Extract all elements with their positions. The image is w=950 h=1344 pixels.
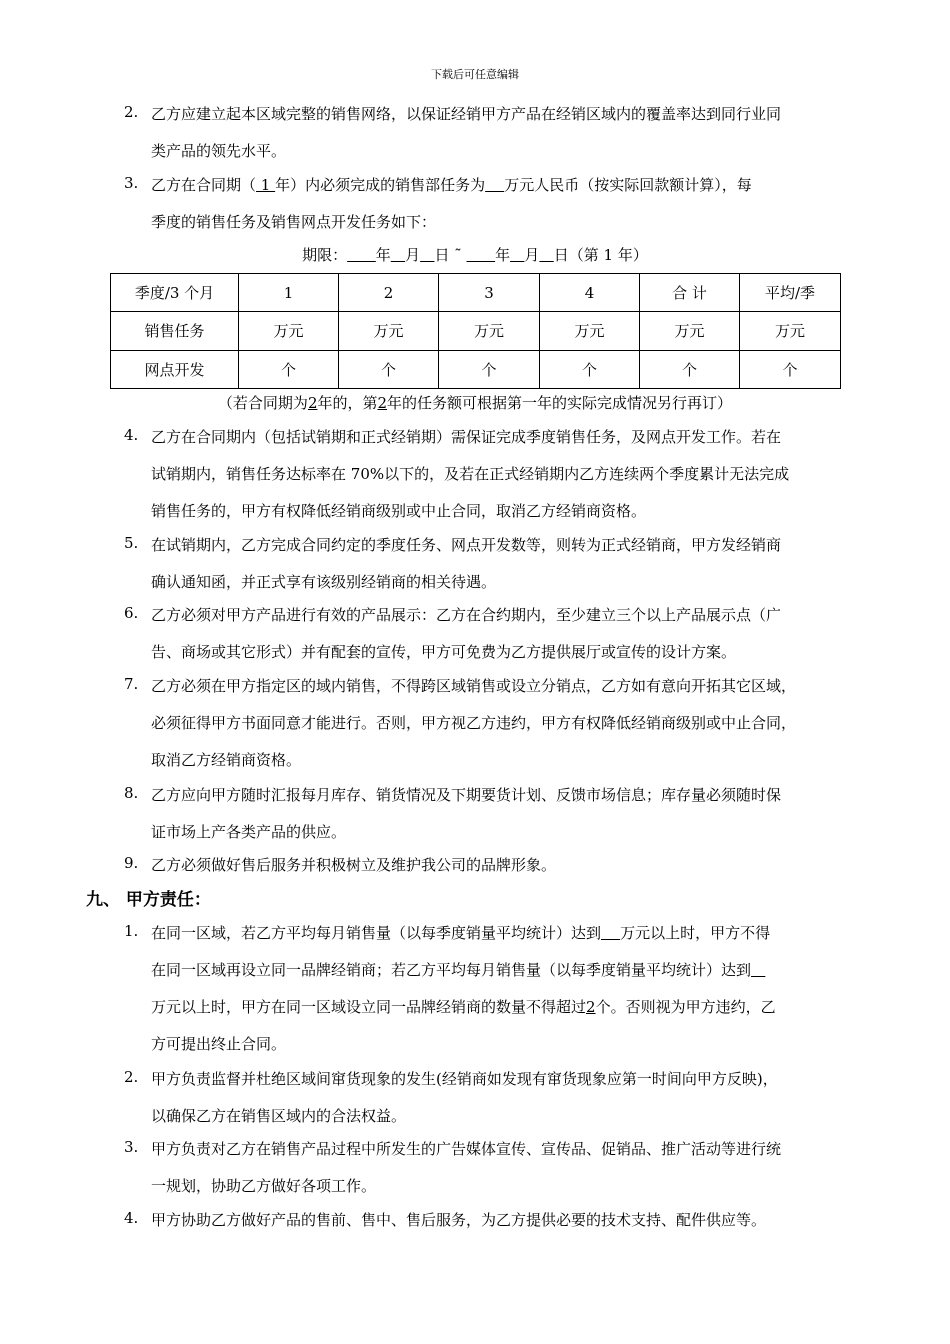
amount-blank xyxy=(751,961,765,979)
table-cell: 万元 xyxy=(239,312,339,350)
table-header-cell: 4 xyxy=(540,274,640,312)
clause-number: 6. xyxy=(124,604,139,622)
table-row xyxy=(111,312,841,350)
clause-line: 乙方必须对甲方产品进行有效的产品展示：乙方在合约期内，至少建立三个以上产品展示点（广 xyxy=(151,606,782,624)
table-cell: 万元 xyxy=(640,312,740,350)
clause-line: 告、商场或其它形式）并有配套的宣传，甲方可免费为乙方提供展厅或宣传的设计方案。 xyxy=(151,643,737,661)
clause-line: 证市场上产各类产品的供应。 xyxy=(151,823,347,841)
clause-line: 乙方必须做好售后服务并积极树立及维护我公司的品牌形象。 xyxy=(151,856,557,874)
clause-line: 类产品的领先水平。 xyxy=(151,142,287,160)
table-cell: 个 xyxy=(439,350,540,388)
clause-line: 在同一区域，若乙方平均每月销售量（以每季度销量平均统计）达到 万元以上时，甲方不得 xyxy=(151,924,771,942)
table-cell: 销售任务 xyxy=(111,312,239,350)
table-cell: 个 xyxy=(640,350,740,388)
clause-line: 万元以上时，甲方在同一区域设立同一品牌经销商的数量不得超过2个。否则视为甲方违约，乙 xyxy=(151,998,776,1016)
clause-line: 甲方负责对乙方在销售产品过程中所发生的广告媒体宣传、宣传品、促销品、推广活动等进行统 xyxy=(151,1140,782,1158)
year-blank xyxy=(347,246,376,264)
table-cell: 个 xyxy=(239,350,339,388)
table-cell: 个 xyxy=(740,350,841,388)
clause-number: 8. xyxy=(124,784,139,802)
year-blank xyxy=(466,246,495,264)
quota-table xyxy=(110,273,841,389)
table-note: （若合同期为2年的，第2年的任务额可根据第一年的实际完成情况另行再订） xyxy=(217,394,733,412)
clause-line: 乙方应建立起本区域完整的销售网络，以保证经销甲方产品在经销区域内的覆盖率达到同行业同 xyxy=(151,105,782,123)
clause-line: 乙方应向甲方随时汇报每月库存、销货情况及下期要货计划、反馈市场信息；库存量必须随时保 xyxy=(151,786,782,804)
term-years: 1 xyxy=(256,176,276,194)
clause-number: 3. xyxy=(124,174,139,192)
clause-line: 必须征得甲方书面同意才能进行。否则，甲方视乙方违约，甲方有权降低经销商级别或中止合同， xyxy=(151,714,797,732)
period-line: 期限： 年 月 日 ˜ 年 月 日（第 1 年） xyxy=(302,246,648,264)
clause-line: 甲方负责监督并杜绝区域间窜货现象的发生(经销商如发现有窜货现象应第一时间向甲方反映)， xyxy=(151,1070,778,1088)
clause-number: 2. xyxy=(124,1068,139,1086)
table-cell: 万元 xyxy=(339,312,439,350)
clause-number: 1. xyxy=(124,922,139,940)
table-cell: 万元 xyxy=(540,312,640,350)
section-title: 九、 甲方责任： xyxy=(86,890,211,910)
table-header-cell: 3 xyxy=(439,274,540,312)
month-blank xyxy=(391,246,405,264)
day-blank xyxy=(420,246,434,264)
clause-number: 4. xyxy=(124,426,139,444)
table-cell: 个 xyxy=(339,350,439,388)
clause-line: 在同一区域再设立同一品牌经销商；若乙方平均每月销售量（以每季度销量平均统计）达到 xyxy=(151,959,765,980)
table-cell: 网点开发 xyxy=(111,350,239,388)
clause-number: 7. xyxy=(124,675,139,693)
table-header-row xyxy=(111,274,841,312)
table-header-cell: 季度/3 个月 xyxy=(111,274,239,312)
clause-number: 2. xyxy=(124,103,139,121)
table-cell: 万元 xyxy=(439,312,540,350)
clause-line: 销售任务的，甲方有权降低经销商级别或中止合同，取消乙方经销商资格。 xyxy=(151,502,647,520)
clause-number: 3. xyxy=(124,1138,139,1156)
table-header-cell: 2 xyxy=(339,274,439,312)
clause-number: 4. xyxy=(124,1209,139,1227)
table-row xyxy=(111,350,841,388)
clause-line: 乙方在合同期（ 1 年）内必须完成的销售部任务为 万元人民币（按实际回款额计算），每 xyxy=(151,176,752,194)
clause-line: 一规划，协助乙方做好各项工作。 xyxy=(151,1177,377,1195)
limit-count: 2 xyxy=(586,998,596,1016)
amount-blank xyxy=(485,176,504,194)
clause-line: 以确保乙方在销售区域内的合法权益。 xyxy=(151,1107,407,1125)
table-header-cell: 平均/季 xyxy=(740,274,841,312)
clause-line: 方可提出终止合同。 xyxy=(151,1035,287,1053)
amount-blank xyxy=(601,924,620,942)
clause-line: 甲方协助乙方做好产品的售前、售中、售后服务，为乙方提供必要的技术支持、配件供应等。 xyxy=(151,1211,767,1229)
table-cell: 个 xyxy=(540,350,640,388)
clause-line: 试销期内，销售任务达标率在 70%以下的，及若在正式经销期内乙方连续两个季度累计无法完成 xyxy=(151,465,790,483)
clause-line: 确认通知函，并正式享有该级别经销商的相关待遇。 xyxy=(151,573,497,591)
page-header: 下载后可任意编辑 xyxy=(431,68,519,81)
clause-line: 乙方必须在甲方指定区的域内销售，不得跨区域销售或设立分销点，乙方如有意向开拓其它区域， xyxy=(151,677,797,695)
clause-number: 9. xyxy=(124,854,139,872)
clause-line: 在试销期内，乙方完成合同约定的季度任务、网点开发数等，则转为正式经销商，甲方发经销商 xyxy=(151,536,782,554)
month-blank xyxy=(510,246,524,264)
clause-number: 5. xyxy=(124,534,139,552)
clause-line: 季度的销售任务及销售网点开发任务如下： xyxy=(151,213,437,231)
day-blank xyxy=(539,246,553,264)
clause-line: 乙方在合同期内（包括试销期和正式经销期）需保证完成季度销售任务，及网点开发工作。若在 xyxy=(151,428,782,446)
clause-line: 取消乙方经销商资格。 xyxy=(151,751,302,769)
table-cell: 万元 xyxy=(740,312,841,350)
table-header-cell: 1 xyxy=(239,274,339,312)
table-header-cell: 合 计 xyxy=(640,274,740,312)
